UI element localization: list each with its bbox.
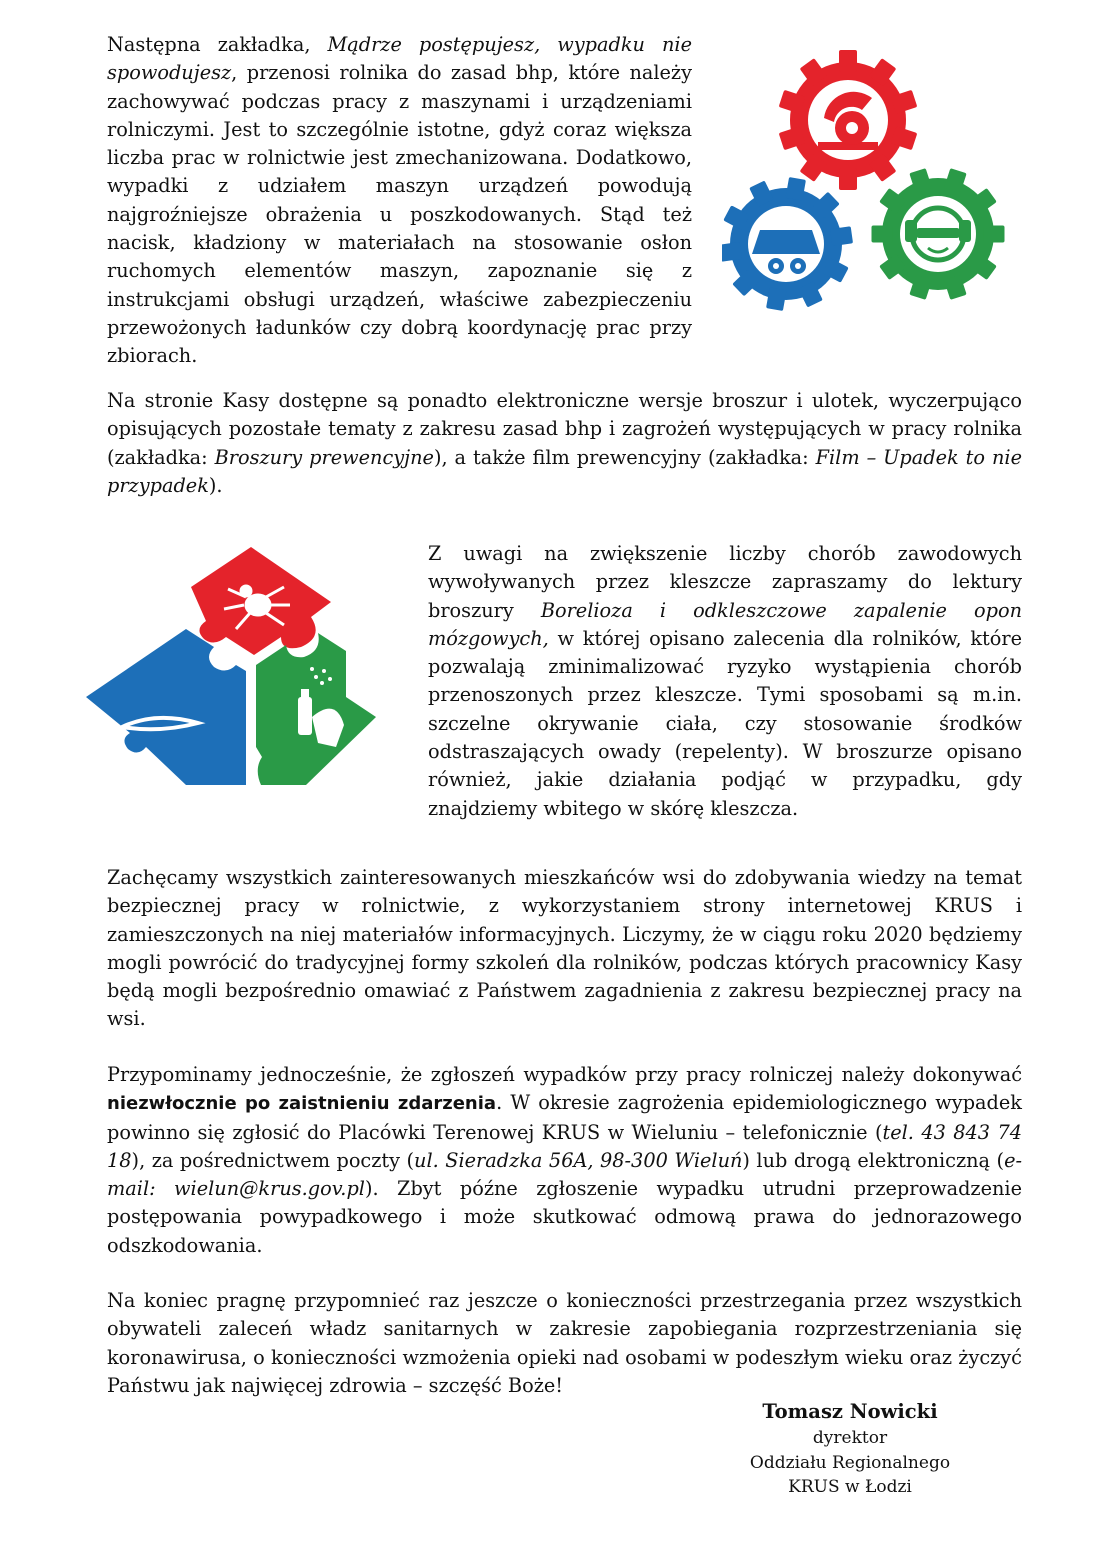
signature-block	[700, 1398, 1000, 1500]
paragraph-brochures: Na stronie Kasy dostępne są ponadto elektroniczne wersje broszur i ulotek, wyczerpująco opisujących pozostałe tematy z zakresu zasad bhp i zagrożeń występujących w pracy rolnika (zakładka: Broszury prewencyjne), a także film prewencyjny (zakładka: Film – Upadek to nie przypadek).	[107, 389, 1022, 497]
paragraph-closing: Na koniec pragnę przypomnieć raz jeszcze o konieczności przestrzegania przez wszystkich obywateli zaleceń władz sanitarnych w zakresie zapobiegania rozprzestrzeniania się koronawirusa, o konieczności wzmożenia opieki nad osobami w podeszłym wieku oraz życzyć Państwu jak najwięcej zdrowia – szczęść Boże!	[107, 1289, 1022, 1397]
signatory-title: dyrektor	[812, 1428, 888, 1448]
emphasis-bold: niezwłocznie po zaistnieniu zdarzenia	[107, 1093, 497, 1115]
paragraph-encouragement: Zachęcamy wszystkich zainteresowanych mieszkańców wsi do zdobywania wiedzy na temat bezpiecznej pracy w rolnictwie, z wykorzystaniem strony internetowej KRUS i zamieszczonych na niej materiałów informacyjnych. Liczymy, że w ciągu roku 2020 będziemy mogli powrócić do tradycyjnej formy szkoleń dla rolników, podczas których pracownicy Kasy będą mogli bezpośrednio omawiać z Państwem zagadnienia z zakresu bezpiecznej pracy na wsi.	[107, 866, 1022, 1031]
puzzle-tick-protection-icon	[86, 547, 386, 785]
paragraph-accident-reporting: Przypominamy jednocześnie, że zgłoszeń wypadków przy pracy rolniczej należy dokonywać niezwłocznie po zaistnieniu zdarzenia. W okresie zagrożenia epidemiologicznego wypadek powinno się zgłosić do Placówki Terenowej KRUS w Wieluniu – telefonicznie (tel. 43 843 74 18), za pośrednictwem poczty (ul. Sieradzka 56A, 98-300 Wieluń) lub drogą elektroniczną (e-mail: wielun@krus.gov.pl). Zbyt późne zgłoszenie wypadku utrudni przeprowadzenie postępowania powypadkowego i może skutkować odmową prawa do jednorazowego odszkodowania.	[107, 1063, 1022, 1257]
tab-film: Film – Upadek to nie przypadek	[107, 445, 1022, 497]
brochure-title: Borelioza i odkleszczowe zapalenie opon mózgowych,	[428, 598, 1022, 650]
phone-number: tel. 43 843 74 18	[107, 1120, 1022, 1172]
paragraph-machinery-safety: Następna zakładka, Mądrze postępujesz, wypadku nie spowodujesz, przenosi rolnika do zasad bhp, które należy zachowywać podczas pracy z maszynami i urządzeniami rolniczymi. Jest to szczególnie istotne, gdyż coraz większa liczba prac w rolnictwie jest zmechanizowana. Dodatkowo, wypadki z udziałem maszyn urządzeń powodują najgroźniejsze obrażenia u poszkodowanych. Stąd też nacisk, kładziony w materiałach na stosowanie osłon ruchomych elementów maszyn, zapoznanie się z instrukcjami obsługi urządzeń, właściwe zabezpieczeniu przewożonych ładunków czy dobrą koordynację prac przy zbiorach.	[107, 33, 693, 368]
gears-machinery-safety-icon	[722, 38, 1018, 330]
paragraph-ticks: Z uwagi na zwiększenie liczby chorób zawodowych wywoływanych przez kleszcze zapraszamy do lektury broszury Borelioza i odkleszczowe zapalenie opon mózgowych, w której opisano zalecenia dla rolników, które pozwalają zminimalizować ryzyko wystąpienia chorób przenoszonych przez kleszcze. Tymi sposobami są m.in. szczelne okrywanie ciała, czy stosowanie środków odstraszających owady (repelenty). W broszurze opisano również, jakie działania podjąć w przypadku, gdy znajdziemy wbitego w skórę kleszcza.	[428, 542, 1022, 820]
signatory-unit: Oddziału Regionalnego	[749, 1452, 951, 1473]
signatory-name: Tomasz Nowicki	[762, 1400, 938, 1423]
tab-broszury: Broszury prewencyjne	[214, 445, 434, 469]
signatory-office: KRUS w Łodzi	[788, 1477, 912, 1497]
email-address: e-mail: wielun@krus.gov.pl	[107, 1148, 1022, 1201]
tab-name-italic: Mądrze postępujesz, wypadku nie spowodujesz	[107, 33, 693, 85]
postal-address: ul. Sieradzka 56A, 98-300 Wieluń	[414, 1148, 743, 1172]
